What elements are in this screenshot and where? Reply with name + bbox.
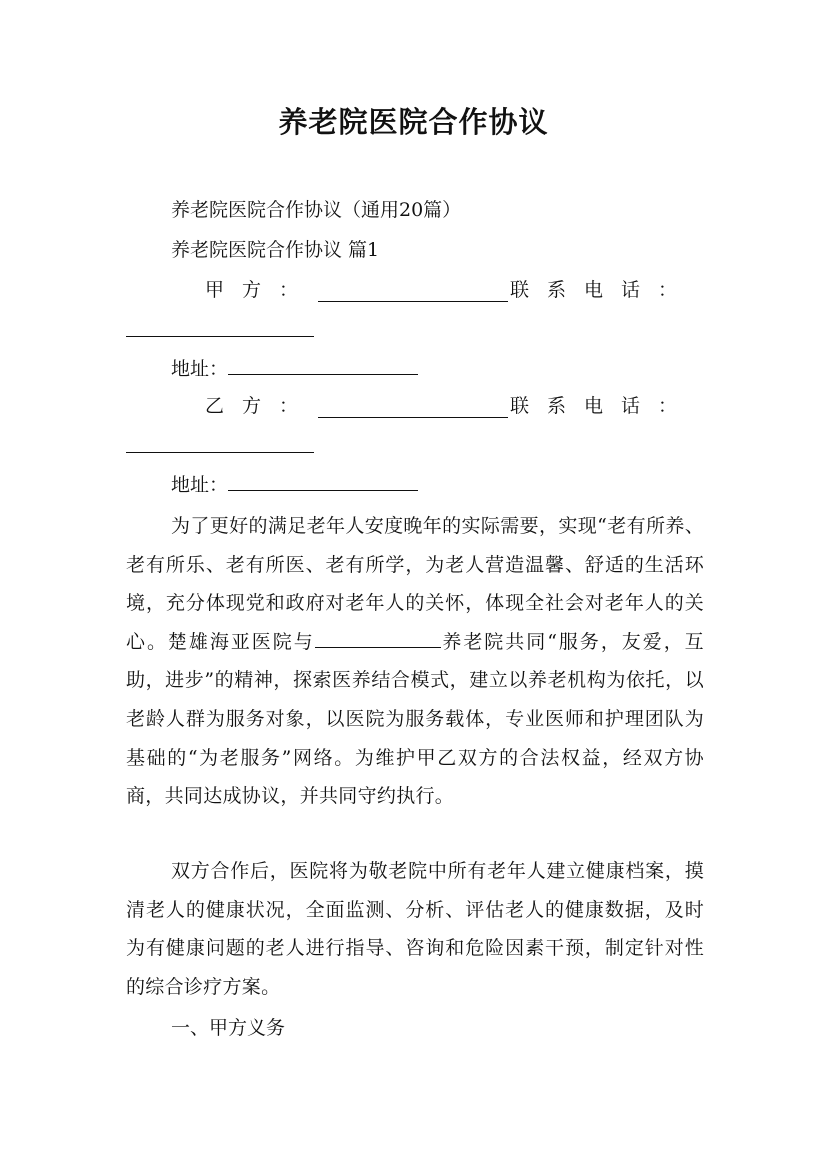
paragraph-intro-part2: 养老院共同“服务，友爱，互助，进步”的精神，探索医养结合模式，建立以养老机构为依托，以老龄人群为服务对象，以医院为服务载体，专业医师和护理团队为基础的“为老服务”网络。为维护甲乙双方的合法权益，经双方协商，共同达成协议，并共同守约执行。 [126,630,704,808]
paragraph-intro [126,507,704,816]
party-a-name-blank [318,283,508,302]
party-a-row [205,278,695,302]
party-a-address-label: 地址： [171,358,229,380]
nursing-home-name-blank [315,631,441,648]
document-subtitle: 养老院医院合作协议（通用20篇） [171,199,462,221]
section-heading-party-a-duties: 一、甲方义务 [171,1017,286,1039]
section-heading: 养老院医院合作协议 篇1 [171,239,380,261]
party-b-phone-blank [126,434,314,453]
document-title: 养老院医院合作协议 [278,105,549,139]
paragraph-intro-part1: 为了更好的满足老年人安度晚年的实际需要，实现“老有所养、老有所乐、老有所医、老有所学，为老人营造温馨、舒适的生活环境，充分体现党和政府对老年人的关怀，体现全社会对老年人的关心。楚雄海亚医院与 [126,515,704,653]
party-b-address-label: 地址： [171,474,229,496]
party-b-row [205,394,695,418]
party-b-label: 乙方： [205,395,317,417]
party-b-name-blank [318,399,508,418]
party-b-address-row [171,472,418,497]
paragraph-health-records: 双方合作后，医院将为敬老院中所有老年人建立健康档案，摸清老人的健康状况，全面监测、分析、评估老人的健康数据，及时为有健康问题的老人进行指导、咨询和危险因素干预，制定针对性的综合诊疗方案。 [126,860,704,998]
party-a-phone-blank [126,318,314,337]
party-b-address-blank [228,472,418,491]
party-a-label: 甲方： [205,279,317,301]
party-b-phone-label: 联系电话： [509,395,695,417]
party-a-address-row [171,356,418,381]
party-a-phone-label: 联系电话： [509,279,695,301]
party-a-address-blank [228,356,418,375]
